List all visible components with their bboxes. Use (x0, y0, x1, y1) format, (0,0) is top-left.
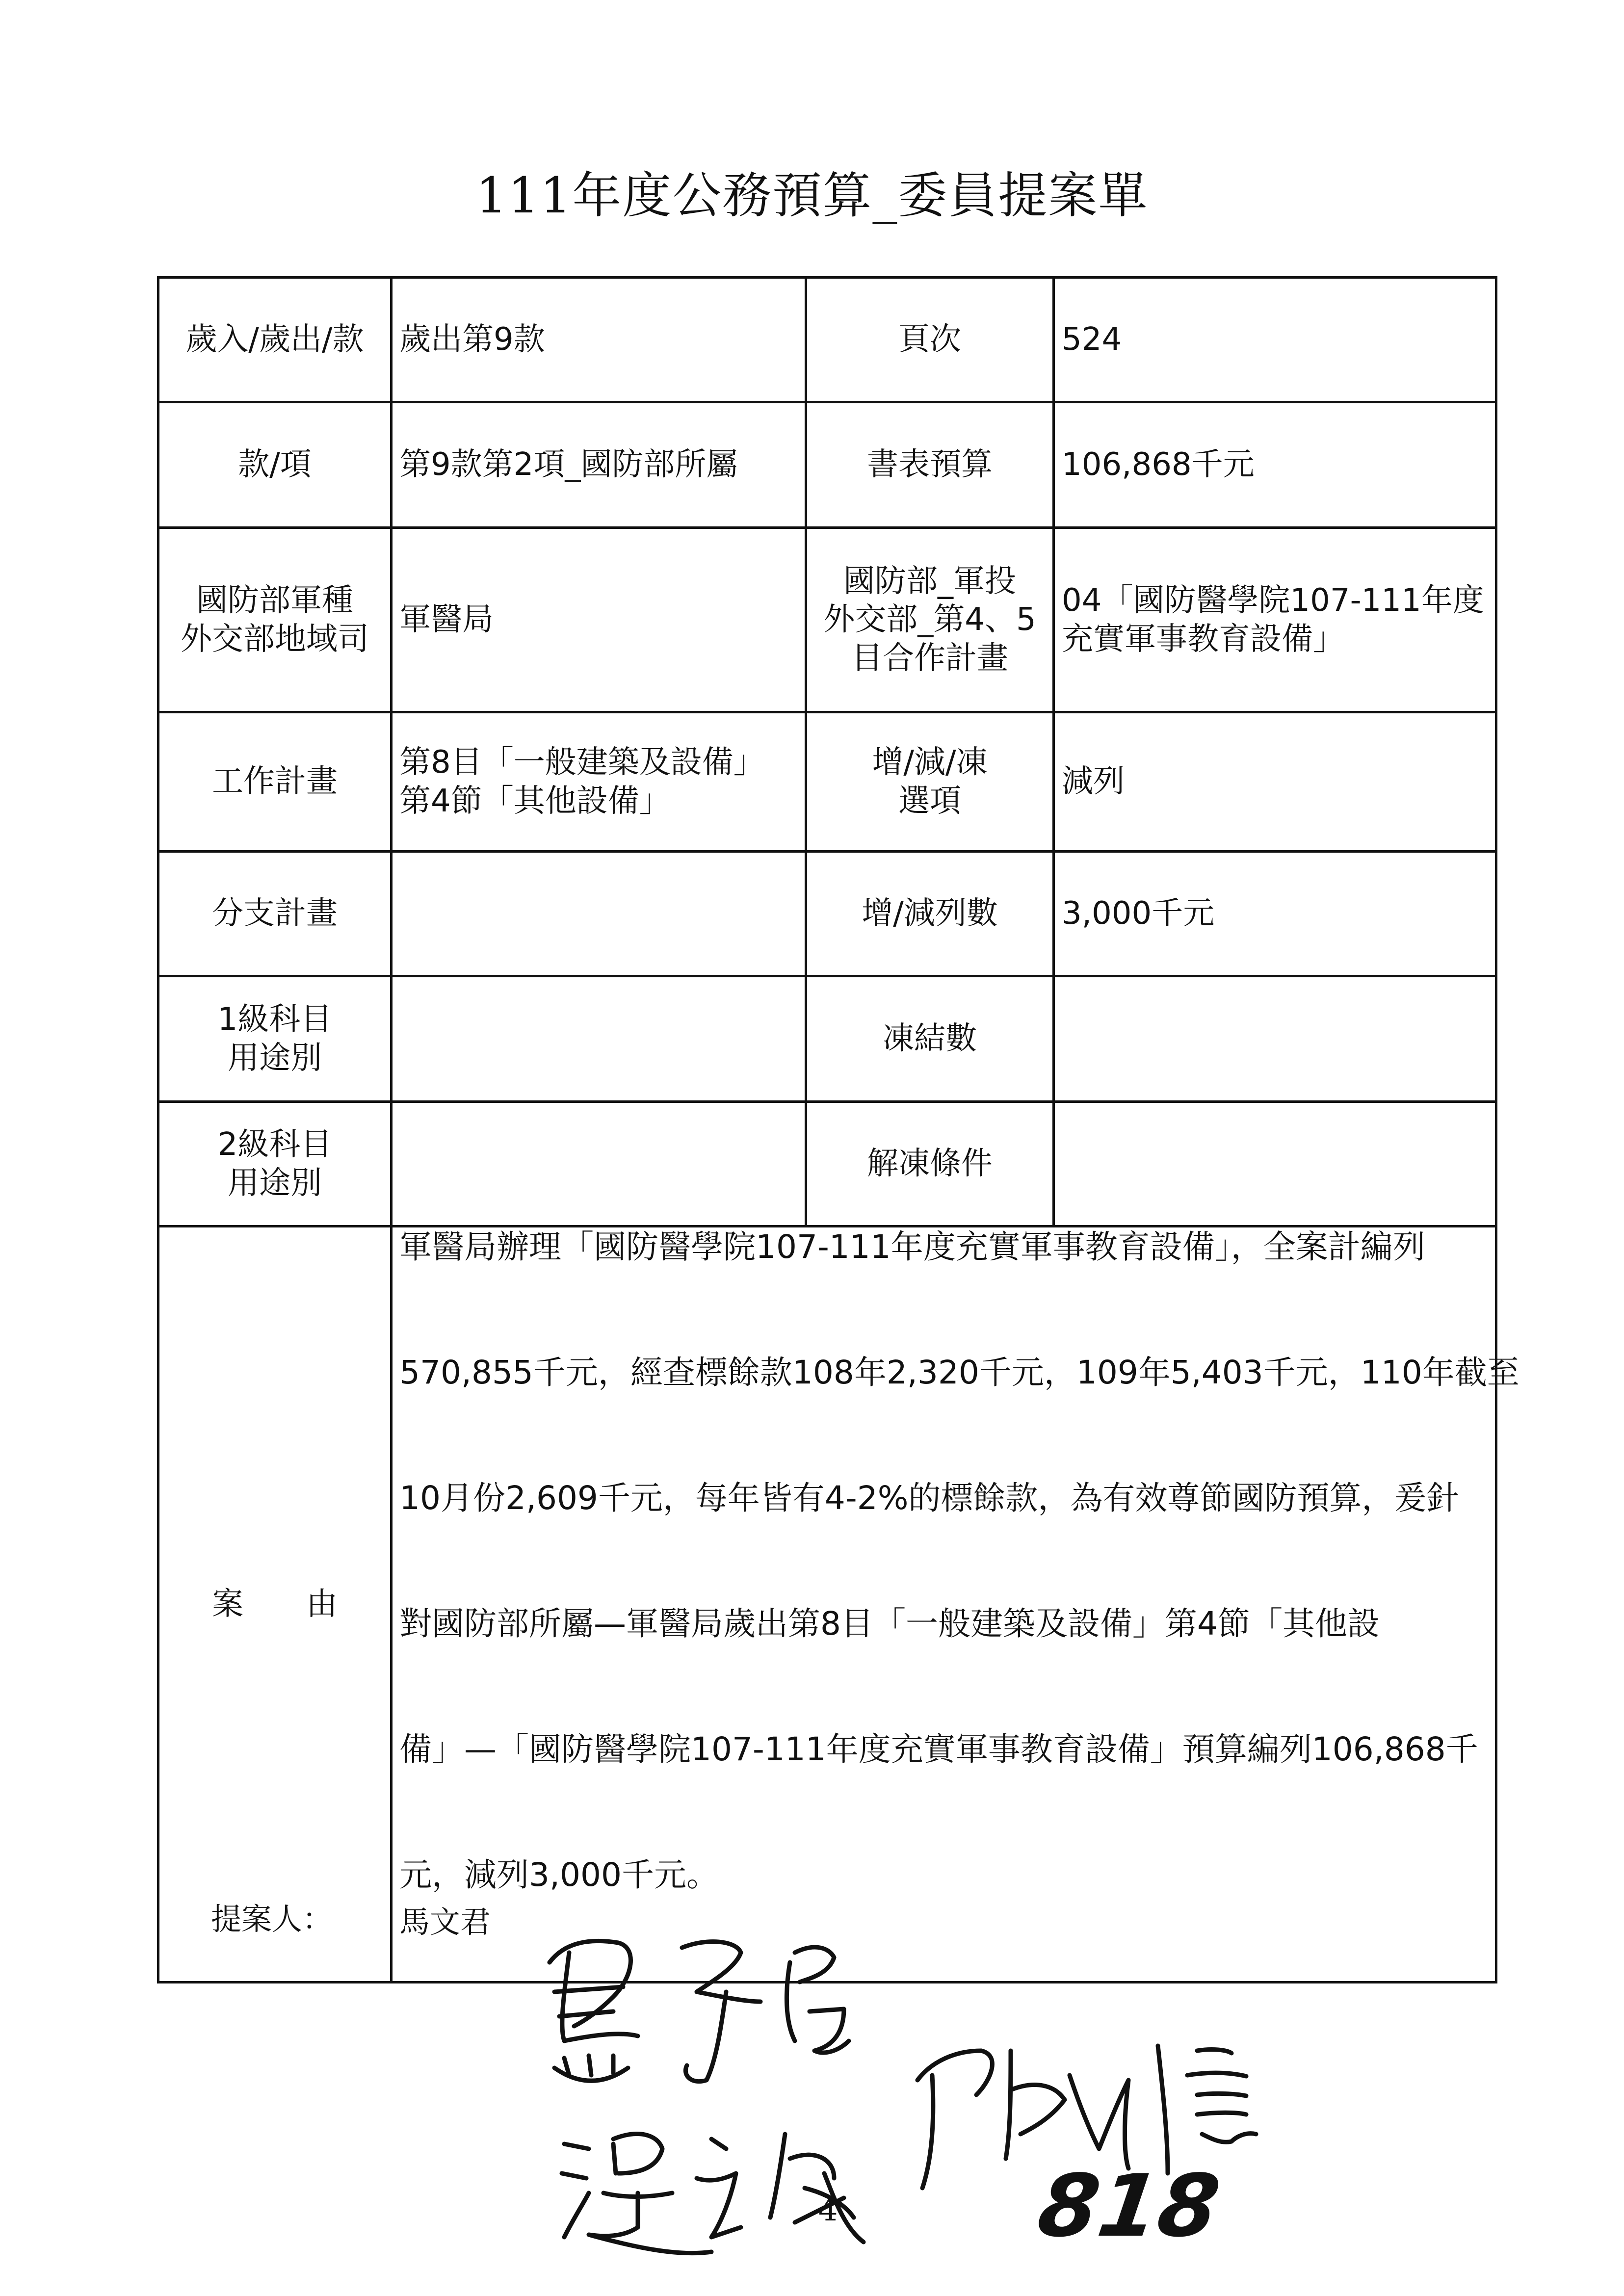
row-value: 524 (1054, 278, 1496, 402)
reason-line: 軍醫局辦理「國防醫學院107-111年度充實軍事教育設備」，全案計編列 (399, 1228, 1425, 1266)
row-value: 04「國防醫學院107-111年度 充實軍事教育設備」 (1054, 528, 1496, 712)
row-label: 國防部_軍投 外交部_第4、5 目合作計畫 (806, 528, 1054, 712)
proposer-label: 提案人： (211, 1901, 333, 1937)
page-number: 4 (818, 2192, 838, 2228)
row-label: 解凍條件 (806, 1102, 1054, 1226)
reason-line: 570,855千元，經查標餘款108年2,320千元，109年5,403千元，110年截至 (399, 1354, 1519, 1391)
reason-label: 案 由 (158, 1226, 392, 1983)
row-label: 分支計畫 (158, 852, 392, 976)
row-value: 106,868千元 (1054, 402, 1496, 528)
row-value: 第8目「一般建築及設備」 第4節「其他設備」 (392, 712, 806, 852)
row-label: 增/減列數 (806, 852, 1054, 976)
row-label: 凍結數 (806, 976, 1054, 1102)
row-label: 工作計畫 (158, 712, 392, 852)
row-label: 頁次 (806, 278, 1054, 402)
row-value: 第9款第2項_國防部所屬 (392, 402, 806, 528)
row-label: 款/項 (158, 402, 392, 528)
row-label: 歲入/歲出/款 (158, 278, 392, 402)
reason-line: 10月份2,609千元，每年皆有4-2%的標餘款，為有效尊節國防預算，爰針 (399, 1479, 1459, 1517)
row-value: 歲出第9款 (392, 278, 806, 402)
proposer-name: 馬文君 (399, 1904, 491, 1940)
row-label: 增/減/凍 選項 (806, 712, 1054, 852)
row-label: 國防部軍種 外交部地域司 (158, 528, 392, 712)
page-title: 111年度公務預算_委員提案單 (475, 167, 1149, 224)
row-label: 書表預算 (806, 402, 1054, 528)
row-value: 減列 (1054, 712, 1496, 852)
row-label: 1級科目 用途別 (158, 976, 392, 1102)
reason-line: 元，減列3,000千元。 (399, 1856, 719, 1894)
row-label: 2級科目 用途別 (158, 1102, 392, 1226)
row-value: 軍醫局 (392, 528, 806, 712)
reason-line: 備」—「國防醫學院107-111年度充實軍事教育設備」預算編列106,868千 (399, 1730, 1478, 1768)
handwritten-number: 818 (1032, 2157, 1226, 2256)
row-value: 3,000千元 (1054, 852, 1496, 976)
reason-line: 對國防部所屬—軍醫局歲出第8目「一般建築及設備」第4節「其他設 (399, 1605, 1380, 1643)
signature-1 (550, 1941, 849, 2081)
